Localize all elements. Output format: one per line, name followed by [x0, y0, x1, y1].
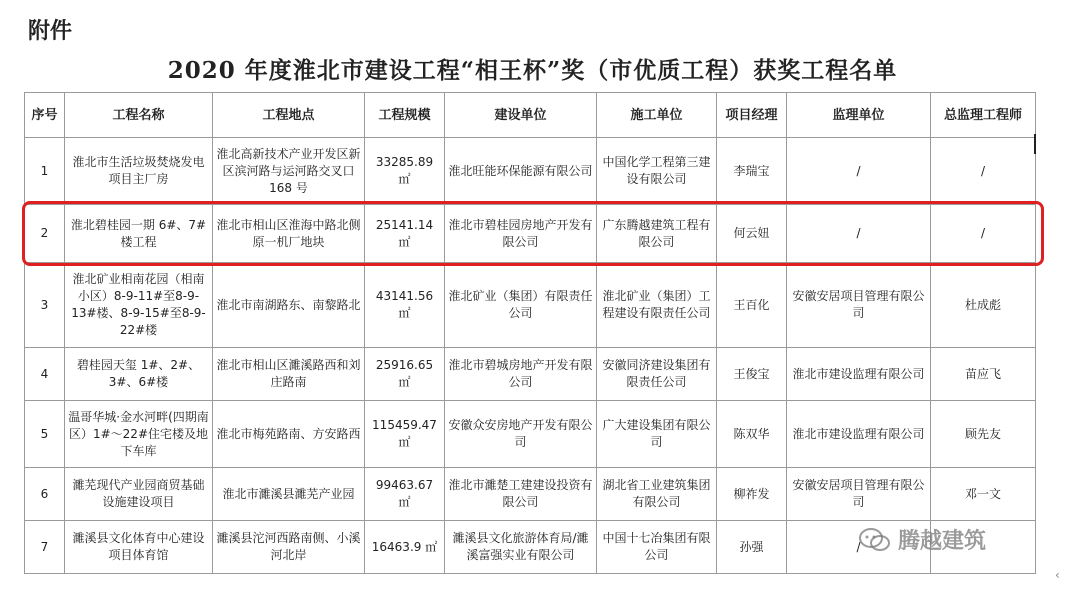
cell-scale	[365, 401, 445, 468]
col-header-no: 序号	[25, 93, 65, 138]
scale-value: 16463.9 ㎡	[371, 539, 438, 554]
cell-location: 淮北市相山区淮海中路北侧原一机厂地块	[213, 205, 365, 263]
cell-no: 2	[25, 205, 65, 263]
cell-supervisor: /	[787, 205, 931, 263]
cell-manager: 王俊宝	[717, 348, 787, 401]
cell-name: 淮北矿业相南花园（相南小区）8-9-11#至8-9-13#楼、8-9-15#至8-9-22#楼	[65, 263, 213, 348]
cell-chief: 顾先友	[931, 401, 1036, 468]
cell-name: 濉芜现代产业园商贸基础设施建设项目	[65, 468, 213, 521]
cell-supervisor: 淮北市建设监理有限公司	[787, 401, 931, 468]
cell-name: 濉溪县文化体育中心建设项目体育馆	[65, 521, 213, 574]
chevron-left-icon: ‹	[1055, 568, 1060, 582]
cell-supervisor: 安徽安居项目管理有限公司	[787, 263, 931, 348]
cell-chief: /	[931, 205, 1036, 263]
scale-unit: ㎡	[398, 172, 411, 186]
table-row	[25, 401, 1036, 468]
scale-value: 33285.89	[375, 155, 434, 169]
table-row	[25, 138, 1036, 205]
cell-contractor: 安徽同济建设集团有限责任公司	[597, 348, 717, 401]
cell-no: 7	[25, 521, 65, 574]
attachment-label: 附件	[28, 19, 73, 44]
cell-no: 4	[25, 348, 65, 401]
cell-contractor: 广东腾越建筑工程有限公司	[597, 205, 717, 263]
cell-contractor: 淮北矿业（集团）工程建设有限责任公司	[597, 263, 717, 348]
cell-scale	[365, 348, 445, 401]
cell-scale	[365, 205, 445, 263]
cell-contractor: 中国化学工程第三建设有限公司	[597, 138, 717, 205]
cell-location: 淮北市南湖路东、南黎路北	[213, 263, 365, 348]
cell-builder: 淮北市濉楚工建建设投资有限公司	[445, 468, 597, 521]
cell-no: 6	[25, 468, 65, 521]
scale-unit: ㎡	[398, 234, 411, 249]
header-row	[25, 93, 1036, 138]
col-header-scale: 工程规模	[365, 93, 445, 138]
cell-no: 3	[25, 263, 65, 348]
cell-supervisor: 安徽安居项目管理有限公司	[787, 468, 931, 521]
cell-scale	[365, 263, 445, 348]
cell-scale	[365, 468, 445, 521]
scale-unit: ㎡	[398, 495, 411, 509]
cell-scale	[365, 138, 445, 205]
cell-location: 淮北市濉溪县濉芜产业园	[213, 468, 365, 521]
cell-builder: 濉溪县文化旅游体育局/濉溪富强实业有限公司	[445, 521, 597, 574]
cell-chief: 邓一文	[931, 468, 1036, 521]
col-header-contractor: 施工单位	[597, 93, 717, 138]
cell-manager: 柳祚发	[717, 468, 787, 521]
col-header-chief: 总监理工程师	[931, 93, 1036, 138]
scale-value: 43141.56	[375, 289, 434, 303]
cell-no: 1	[25, 138, 65, 205]
scale-value: 25141.14	[375, 217, 434, 232]
cell-manager: 孙强	[717, 521, 787, 574]
table-row	[25, 263, 1036, 348]
cell-builder: 安徽众安房地产开发有限公司	[445, 401, 597, 468]
cell-contractor: 中国十七冶集团有限公司	[597, 521, 717, 574]
cell-builder: 淮北矿业（集团）有限责任公司	[445, 263, 597, 348]
col-header-location: 工程地点	[213, 93, 365, 138]
table-row	[25, 205, 1036, 263]
cell-name: 淮北碧桂园一期 6#、7#楼工程	[65, 205, 213, 263]
cell-location: 濉溪县沱河西路南侧、小溪河北岸	[213, 521, 365, 574]
margin-tick	[1034, 134, 1036, 154]
cell-name: 碧桂园天玺 1#、2#、3#、6#楼	[65, 348, 213, 401]
cell-scale	[365, 521, 445, 574]
wechat-bubble-icon	[858, 526, 892, 554]
cell-chief: /	[931, 138, 1036, 205]
cell-manager: 何云妞	[717, 205, 787, 263]
scale-value: 25916.65	[375, 358, 434, 372]
cell-supervisor: /	[787, 521, 931, 574]
cell-chief: 苗应飞	[931, 348, 1036, 401]
cell-builder: 淮北市碧桂园房地产开发有限公司	[445, 205, 597, 263]
col-header-manager: 项目经理	[717, 93, 787, 138]
col-header-supervisor: 监理单位	[787, 93, 931, 138]
cell-chief: 杜成彪	[931, 263, 1036, 348]
cell-name: 温哥华城·金水河畔(四期南区）1#～22#住宅楼及地下车库	[65, 401, 213, 468]
watermark-text: 腾越建筑	[898, 529, 987, 554]
cell-manager: 李瑞宝	[717, 138, 787, 205]
cell-location: 淮北市相山区濉溪路西和刘庄路南	[213, 348, 365, 401]
table-row	[25, 348, 1036, 401]
cell-builder: 淮北市碧城房地产开发有限公司	[445, 348, 597, 401]
col-header-name: 工程名称	[65, 93, 213, 138]
cell-location: 淮北高新技术产业开发区新区滨河路与运河路交叉口 168 号	[213, 138, 365, 205]
cell-manager: 王百化	[717, 263, 787, 348]
scale-unit: ㎡	[398, 306, 411, 320]
cell-contractor: 湖北省工业建筑集团有限公司	[597, 468, 717, 521]
cell-contractor: 广大建设集团有限公司	[597, 401, 717, 468]
cell-supervisor: 淮北市建设监理有限公司	[787, 348, 931, 401]
cell-supervisor: /	[787, 138, 931, 205]
scale-unit: ㎡	[398, 375, 411, 389]
scale-value: 99463.67	[375, 478, 434, 492]
award-table	[24, 92, 1036, 574]
table-row	[25, 468, 1036, 521]
cell-name: 淮北市生活垃圾焚烧发电项目主厂房	[65, 138, 213, 205]
cell-location: 淮北市梅苑路南、方安路西	[213, 401, 365, 468]
cell-manager: 陈双华	[717, 401, 787, 468]
col-header-builder: 建设单位	[445, 93, 597, 138]
scale-unit: ㎡	[398, 435, 411, 449]
cell-builder: 淮北旺能环保能源有限公司	[445, 138, 597, 205]
watermark	[858, 524, 986, 555]
cell-no: 5	[25, 401, 65, 468]
scale-value: 115459.47	[372, 418, 437, 432]
document-title: 2020 年度淮北市建设工程“相王杯”奖（市优质工程）获奖工程名单	[167, 57, 898, 84]
